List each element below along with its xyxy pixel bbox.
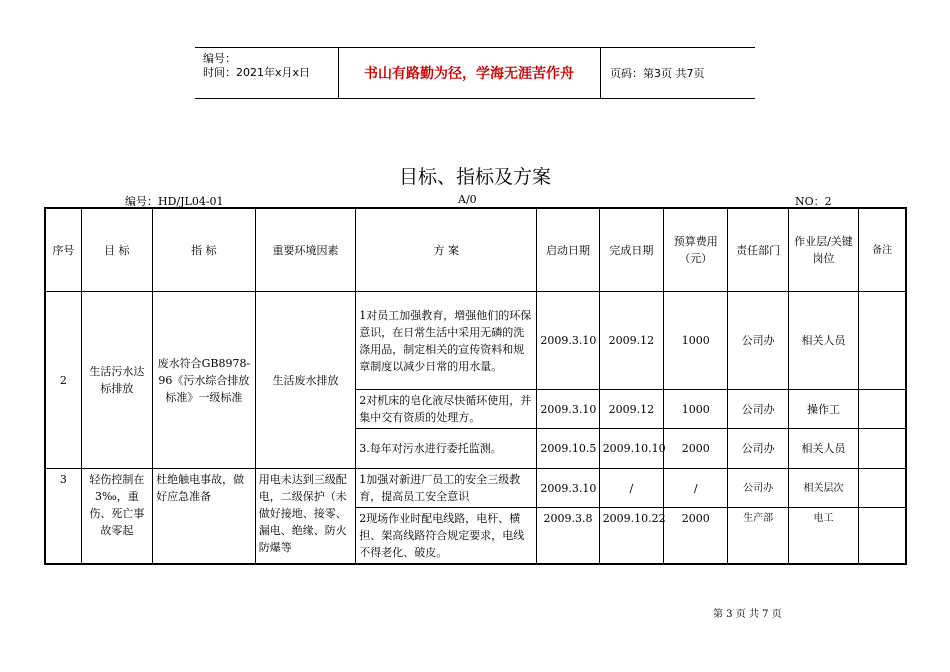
dept-cell: 公司办 <box>728 292 788 390</box>
finish-cell: / <box>599 469 663 508</box>
table-header-row <box>45 208 906 292</box>
remark-cell <box>859 390 906 429</box>
table-row <box>45 469 906 508</box>
post-cell: 相关层次 <box>788 469 858 508</box>
goal-cell: 轻伤控制在3‰，重伤、死亡事故零起 <box>81 469 152 565</box>
factor-cell: 用电未达到三级配电，二级保护（未做好接地、接零、漏电、绝缘、防火防爆等 <box>255 469 356 565</box>
header-post: 作业层/关键岗位 <box>788 208 858 292</box>
budget-cell: 1000 <box>664 390 728 429</box>
finish-cell: 2009.10.10 <box>599 429 663 469</box>
finish-cell: 2009.10.22 <box>599 508 663 565</box>
header-remark: 备注 <box>859 208 906 292</box>
header-motto: 书山有路勤为径，学海无涯苦作舟 <box>364 66 574 82</box>
page-header <box>195 47 755 99</box>
indicator-cell: 杜绝触电事故，做好应急准备 <box>153 469 256 565</box>
post-cell: 相关人员 <box>788 292 858 390</box>
header-dept: 责任部门 <box>728 208 788 292</box>
budget-cell: / <box>664 469 728 508</box>
doc-number: 编号：HD/JL04-01 <box>125 195 224 208</box>
header-page-info: 页码：第3页 共7页 <box>610 67 705 80</box>
plan-cell: 2现场作业时配电线路，电杆、横担、架高线路符合规定要求，电线不得老化、破皮。 <box>356 508 537 565</box>
start-cell: 2009.3.8 <box>537 508 599 565</box>
doc-title: 目标、指标及方案 <box>398 166 551 188</box>
finish-cell: 2009.12 <box>599 390 663 429</box>
remark-cell <box>859 429 906 469</box>
doc-version: A/0 <box>458 193 477 206</box>
plan-cell: 1加强对新进厂员工的安全三级教育，提高员工安全意识 <box>356 469 537 508</box>
table-row <box>45 292 906 390</box>
indicator-cell: 废水符合GB8978-96《污水综合排放标准》一级标准 <box>153 292 256 469</box>
budget-cell: 2000 <box>664 429 728 469</box>
header-code: 编号： <box>203 52 236 65</box>
goal-cell: 生活污水达标排放 <box>81 292 152 469</box>
dept-cell: 公司办 <box>728 429 788 469</box>
start-cell: 2009.3.10 <box>537 292 599 390</box>
remark-cell <box>859 508 906 565</box>
header-seq: 序号 <box>45 208 81 292</box>
remark-cell <box>859 469 906 508</box>
header-start: 启动日期 <box>537 208 599 292</box>
header-factor: 重要环境因素 <box>255 208 356 292</box>
plan-cell: 3.每年对污水进行委托监测。 <box>356 429 537 469</box>
seq-cell: 2 <box>45 292 81 469</box>
post-cell: 操作工 <box>788 390 858 429</box>
start-cell: 2009.3.10 <box>537 390 599 429</box>
page-footer: 第 3 页 共 7 页 <box>713 609 782 620</box>
header-meta <box>203 52 310 80</box>
post-cell: 相关人员 <box>788 429 858 469</box>
finish-cell: 2009.12 <box>599 292 663 390</box>
goals-table <box>44 207 907 565</box>
start-cell: 2009.10.5 <box>537 429 599 469</box>
plan-cell: 1对员工加强教育，增强他们的环保意识，在日常生活中采用无磷的洗涤用品，制定相关的宣传资料和规章制度以减少日常的用水量。 <box>356 292 537 390</box>
budget-cell: 2000 <box>664 508 728 565</box>
header-finish: 完成日期 <box>599 208 663 292</box>
dept-cell: 公司办 <box>728 469 788 508</box>
plan-cell: 2对机床的皂化液尽快循环使用，并集中交有资质的处理方。 <box>356 390 537 429</box>
doc-no: NO：2 <box>795 195 832 208</box>
remark-cell <box>859 292 906 390</box>
header-time: 时间：2021年x月x日 <box>203 66 311 79</box>
dept-cell: 生产部 <box>728 508 788 565</box>
header-plan: 方 案 <box>356 208 537 292</box>
header-indicator: 指 标 <box>153 208 256 292</box>
factor-cell: 生活废水排放 <box>255 292 356 469</box>
post-cell: 电工 <box>788 508 858 565</box>
header-budget: 预算费用（元） <box>664 208 728 292</box>
header-goal: 目 标 <box>81 208 152 292</box>
dept-cell: 公司办 <box>728 390 788 429</box>
header-divider <box>600 48 601 98</box>
header-divider <box>338 48 339 98</box>
seq-cell: 3 <box>45 469 81 565</box>
start-cell: 2009.3.10 <box>537 469 599 508</box>
budget-cell: 1000 <box>664 292 728 390</box>
